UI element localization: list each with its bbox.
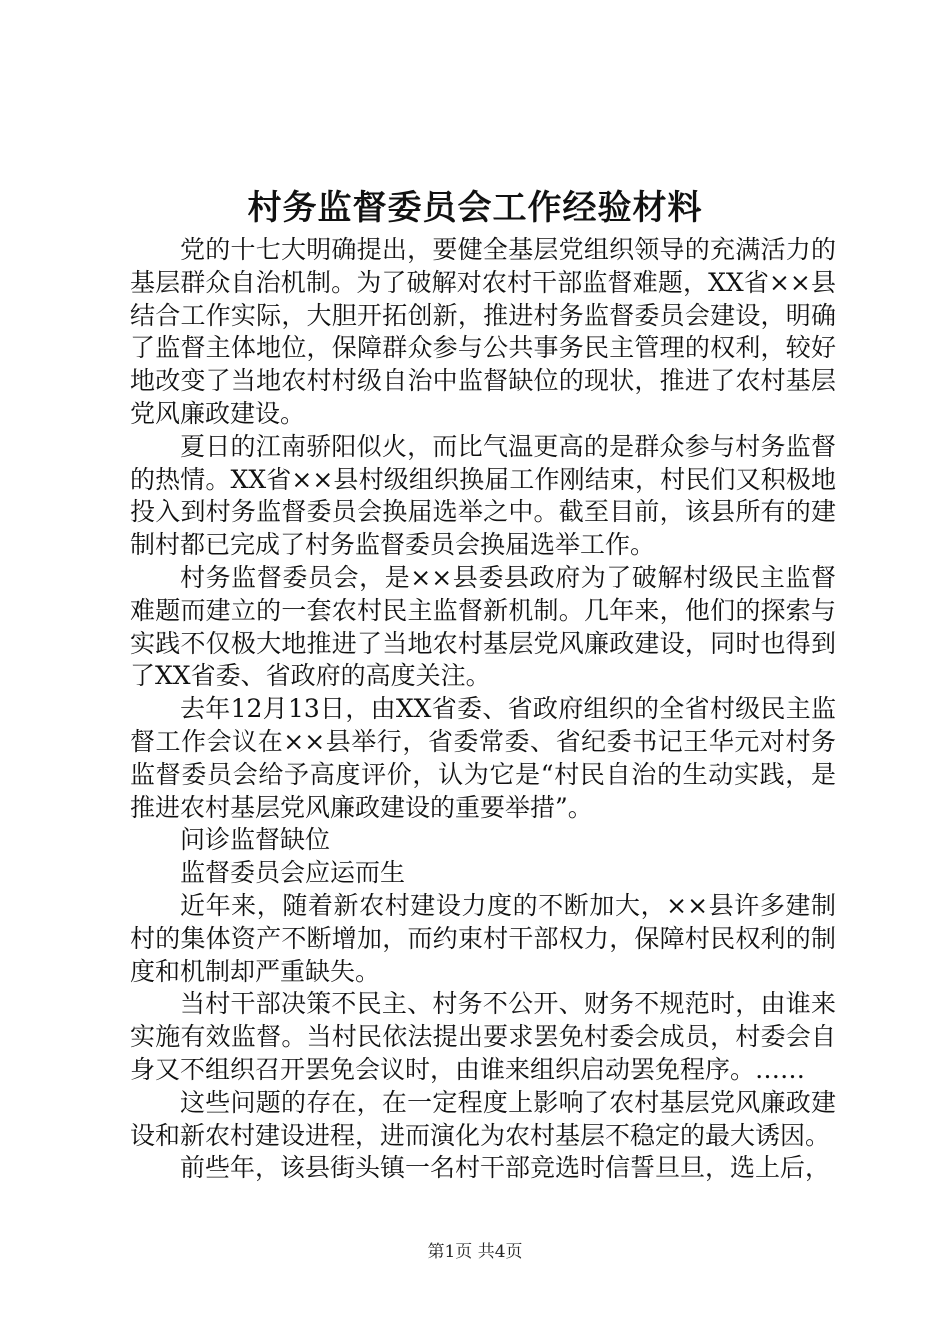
subheading-2: 监督委员会应运而生 <box>180 858 406 888</box>
paragraph-4: 去年12月13日，由XX省委、省政府组织的全省村级民主监督工作会议在××县举行，省委常委、省纪委书记王华元对村务监督委员会给予高度评价，认为它是“村民自治的生动实践，是推进农村基层党风廉政建设的重要举措”。 <box>130 694 836 822</box>
paragraph-2: 夏日的江南骄阳似火，而比气温更高的是群众参与村务监督的热情。XX省××县村级组织换届工作刚结束，村民们又积极地投入到村务监督委员会换届选举之中。截至目前，该县所有的建制村都已完成了村务监督委员会换届选举工作。 <box>130 431 836 560</box>
document-body <box>130 234 836 1185</box>
paragraph-5: 近年来，随着新农村建设力度的不断加大，××县许多建制村的集体资产不断增加，而约束村干部权力，保障村民权利的制度和机制却严重缺失。 <box>130 890 836 986</box>
page-footer: 第1页 共4页 <box>427 1242 523 1262</box>
subheading-1: 问诊监督缺位 <box>180 825 331 855</box>
paragraph-1: 党的十七大明确提出，要健全基层党组织领导的充满活力的基层群众自治机制。为了破解对农村干部监督难题，XX省××县结合工作实际，大胆开拓创新，推进村务监督委员会建设，明确了监督主体地位，保障群众参与公共事务民主管理的权利，较好地改变了当地农村村级自治中监督缺位的现状，推进了农村基层党风廉政建设。 <box>130 235 836 428</box>
paragraph-3: 村务监督委员会，是××县委县政府为了破解村级民主监督难题而建立的一套农村民主监督新机制。几年来，他们的探索与实践不仅极大地推进了当地农村基层党风廉政建设，同时也得到了XX省委、省政府的高度关注。 <box>130 562 836 691</box>
paragraph-8: 前些年，该县街头镇一名村干部竞选时信誓旦旦，选上后， <box>180 1153 831 1183</box>
paragraph-7: 这些问题的存在，在一定程度上影响了农村基层党风廉政建设和新农村建设进程，进而演化为农村基层不稳定的最大诱因。 <box>130 1087 836 1150</box>
paragraph-6: 当村干部决策不民主、村务不公开、财务不规范时，由谁来实施有效监督。当村民依法提出要求罢免村委会成员，村委会自身又不组织召开罢免会议时，由谁来组织启动罢免程序。…… <box>130 989 836 1084</box>
document-title: 村务监督委员会工作经验材料 <box>247 188 703 228</box>
